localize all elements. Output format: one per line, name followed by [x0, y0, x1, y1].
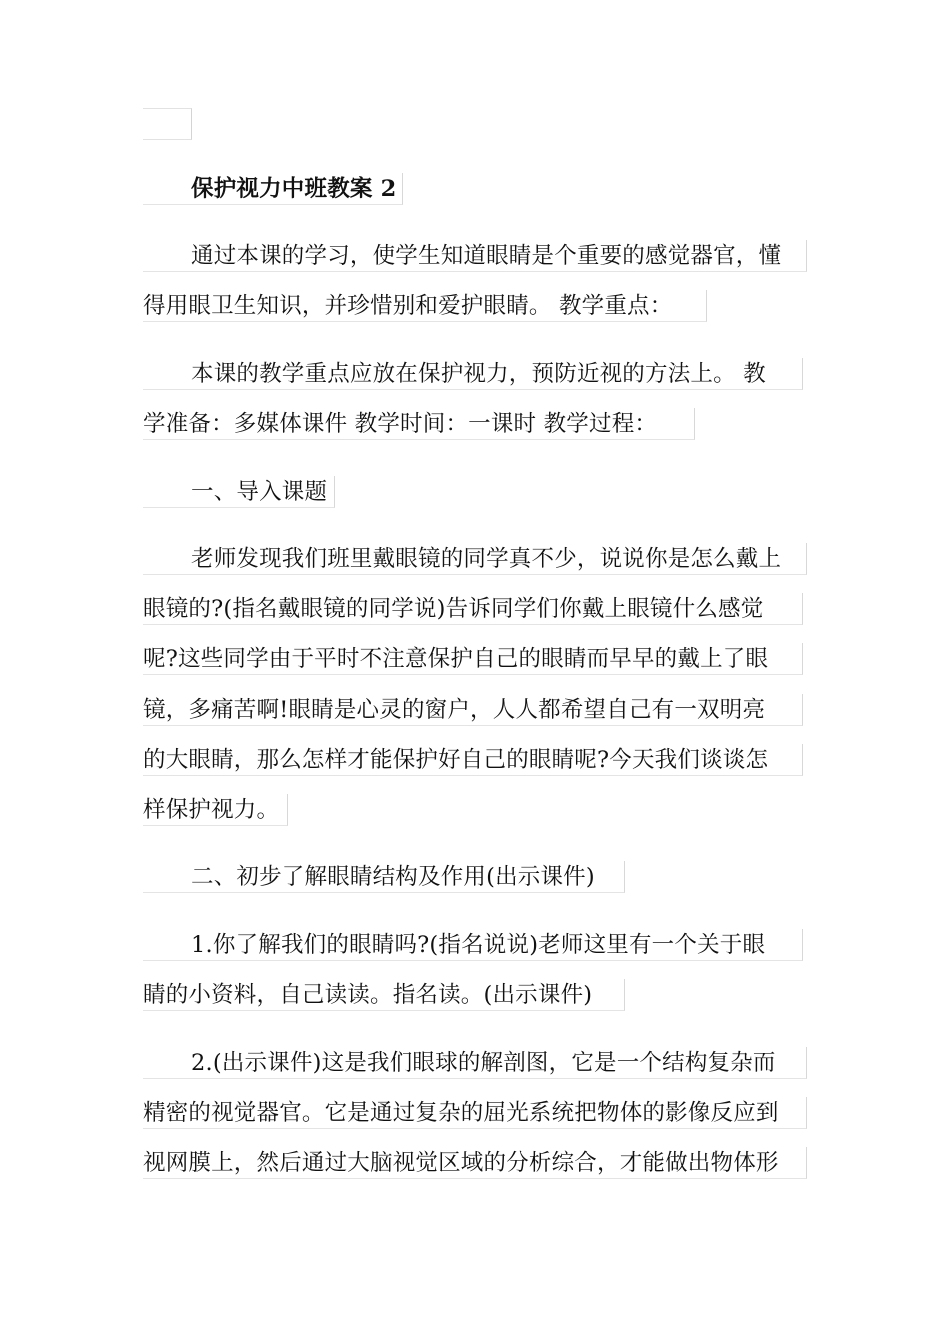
paragraph-line: 呢?这些同学由于平时不注意保护自己的眼睛而早早的戴上了眼 [143, 643, 803, 675]
paragraph-line: 2.(出示课件)这是我们眼球的解剖图，它是一个结构复杂而 [143, 1047, 807, 1079]
paragraph-line: 视网膜上，然后通过大脑视觉区域的分析综合，才能做出物体形 [143, 1147, 807, 1179]
paragraph-line: 样保护视力。 [143, 794, 288, 826]
section-heading: 二、初步了解眼睛结构及作用(出示课件) [143, 861, 625, 893]
paragraph-line: 睛的小资料，自己读读。指名读。(出示课件) [143, 979, 625, 1011]
paragraph-line: 学准备：多媒体课件 教学时间：一课时 教学过程： [143, 408, 695, 440]
section-heading: 一、导入课题 [143, 476, 335, 508]
header-cell [143, 108, 192, 140]
paragraph-line: 镜，多痛苦啊!眼睛是心灵的窗户，人人都希望自己有一双明亮 [143, 694, 803, 726]
paragraph-line: 的大眼睛，那么怎样才能保护好自己的眼睛呢?今天我们谈谈怎 [143, 744, 803, 776]
paragraph-line: 眼镜的?(指名戴眼镜的同学说)告诉同学们你戴上眼镜什么感觉 [143, 593, 803, 625]
paragraph-line: 本课的教学重点应放在保护视力，预防近视的方法上。 教 [143, 358, 803, 390]
paragraph-line: 精密的视觉器官。它是通过复杂的屈光系统把物体的影像反应到 [143, 1097, 807, 1129]
paragraph-line: 老师发现我们班里戴眼镜的同学真不少，说说你是怎么戴上 [143, 543, 807, 575]
paragraph-line: 1.你了解我们的眼睛吗?(指名说说)老师这里有一个关于眼 [143, 929, 803, 961]
paragraph-line: 通过本课的学习，使学生知道眼睛是个重要的感觉器官，懂 [143, 240, 807, 272]
paragraph-line: 得用眼卫生知识，并珍惜别和爱护眼睛。 教学重点： [143, 290, 707, 322]
document-title: 保护视力中班教案 2 [143, 173, 403, 205]
